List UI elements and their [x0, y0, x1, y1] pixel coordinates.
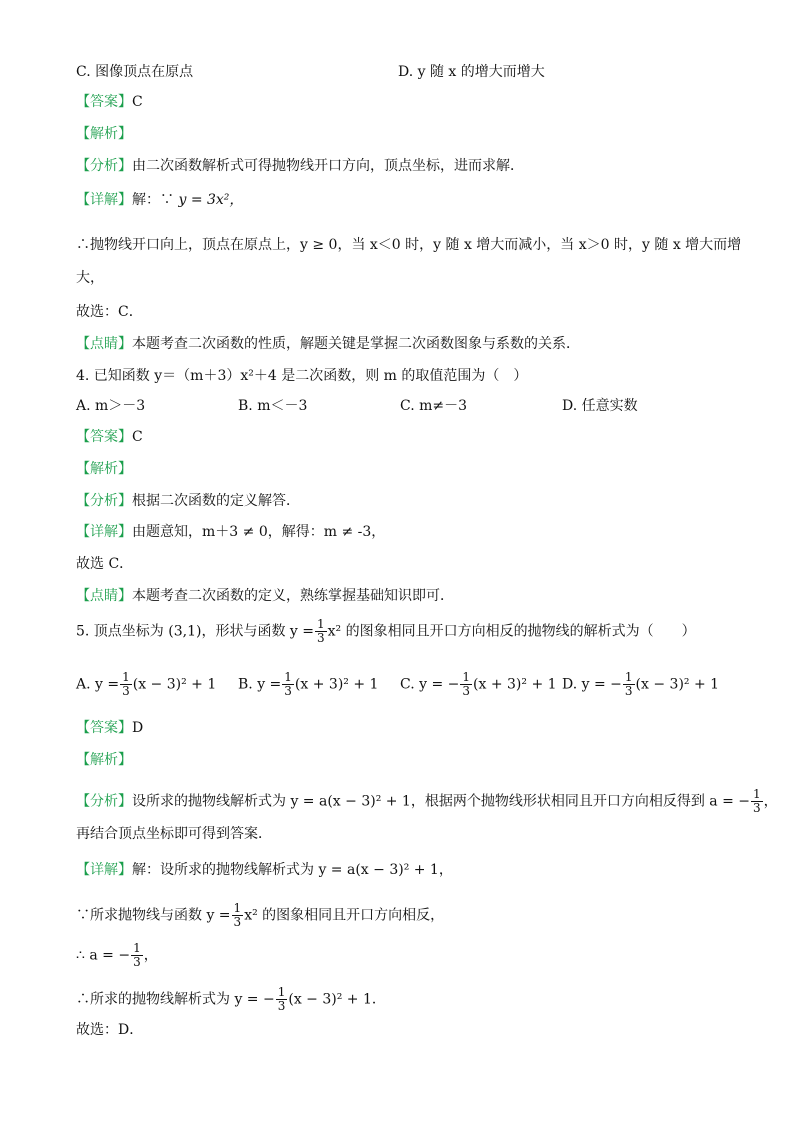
- q5-option-c: C. y = − $\frac{1}{3}$ (x + 3)² + 1: [400, 670, 557, 698]
- xiangjie-tag: 【详解】: [76, 862, 132, 878]
- fenxi-text: 根据二次函数的定义解答．: [132, 493, 300, 509]
- q5-answer: [76, 718, 143, 738]
- q5-option-d: D. y = − $\frac{1}{3}$ (x − 3)² + 1: [562, 670, 720, 698]
- q4-analysis-tag: 【解析】: [76, 461, 132, 477]
- q5-stem: [76, 618, 696, 645]
- q5-option-a: A. y = $\frac{1}{3}$ (x − 3)² + 1: [76, 670, 217, 698]
- q3-answer: [76, 92, 143, 112]
- stem-text-cont: x² 的图象相同且开口方向相反的抛物线的解析式为（ ）: [327, 623, 696, 640]
- dianjing-tag: 【点睛】: [76, 336, 132, 352]
- xiangjie-text: 由题意知，m＋3 ≠ 0，解得：m ≠ -3，: [132, 524, 386, 540]
- fenxi-tag: 【分析】: [76, 793, 132, 810]
- q4-stem: 4. 已知函数 y＝（m＋3）x²＋4 是二次函数，则 m 的取值范围为（ ）: [76, 368, 528, 384]
- q4-choose: 故选 C．: [76, 556, 134, 572]
- q4-option-a: A. m＞－3: [76, 398, 146, 414]
- answer-value: C: [132, 429, 143, 445]
- fraction: $\frac{1}{3}$: [624, 670, 633, 698]
- q4-dianjing: [76, 586, 454, 606]
- q5-fenxi-cont: 再结合顶点坐标即可得到答案．: [76, 826, 272, 842]
- xiangjie-text: 解：设所求的抛物线解析式为 y = a(x − 3)² + 1，: [132, 862, 453, 878]
- fenxi-tag: 【分析】: [76, 158, 132, 174]
- q5-analysis-tag: 【解析】: [76, 752, 132, 768]
- q4-option-d: D. 任意实数: [562, 398, 638, 414]
- q5-result: ∴所求的抛物线解析式为 y = − $\frac{1}{3}$ (x − 3)² + 1．: [76, 985, 386, 1013]
- q5-therefore-a: ∴ a = − $\frac{1}{3}$ ，: [76, 941, 158, 969]
- q5-choose: 故选：D．: [76, 1022, 144, 1038]
- fraction: $\frac{1}{3}$: [133, 941, 141, 969]
- q5-because: ∵所求抛物线与函数 y = $\frac{1}{3}$ x² 的图象相同且开口方向相反，: [76, 901, 445, 929]
- fraction: $\frac{1}{3}$: [122, 670, 130, 698]
- q3-fenxi: [76, 156, 524, 176]
- q3-choose: 故选：C．: [76, 304, 143, 320]
- q4-answer: [76, 427, 143, 447]
- fraction: $\frac{1}{3}$: [233, 901, 242, 929]
- fraction: $\frac{1}{3}$: [317, 617, 325, 645]
- q3-reason-line: ∴抛物线开口向上，顶点在原点上，y ≥ 0，当 x＜0 时，y 随 x 增大而减小，当 x＞0 时，y 随 x 增大而增: [76, 237, 742, 253]
- answer-value: D: [132, 720, 144, 736]
- q5-xiangjie: [76, 860, 453, 880]
- q3-xiangjie: [76, 190, 243, 210]
- fenxi-text: 由二次函数解析式可得抛物线开口方向，顶点坐标，进而求解．: [132, 158, 524, 174]
- q4-option-c: C. m≠－3: [400, 398, 468, 414]
- q4-fenxi: [76, 491, 300, 511]
- answer-tag: 【答案】: [76, 94, 132, 110]
- q3-option-d: D. y 随 x 的增大而增大: [398, 64, 545, 80]
- q3-reason-line-cont: 大，: [76, 270, 104, 286]
- q3-analysis-tag: 【解析】: [76, 126, 132, 142]
- xiangjie-text: 解：∵: [132, 192, 174, 208]
- q5-option-b: B. y = $\frac{1}{3}$ (x + 3)² + 1: [238, 670, 379, 698]
- fraction: $\frac{1}{3}$: [462, 670, 471, 698]
- fenxi-text: 设所求的抛物线解析式为 y = a(x − 3)² + 1，根据两个抛物线形状相同且开口方向相反得到 a = −: [132, 793, 751, 810]
- equation: y = 3x²，: [178, 192, 244, 208]
- q5-fenxi: 【分析】设所求的抛物线解析式为 y = a(x − 3)² + 1，根据两个抛物线形状相同且开口方向相反得到 a = − $\frac{1}{3}$ ，: [76, 787, 778, 815]
- dianjing-tag: 【点睛】: [76, 588, 132, 604]
- q4-option-b: B. m＜－3: [238, 398, 308, 414]
- q3-dianjing: [76, 334, 580, 354]
- answer-tag: 【答案】: [76, 429, 132, 445]
- q4-xiangjie: [76, 522, 385, 542]
- answer-tag: 【答案】: [76, 720, 132, 736]
- fenxi-tag: 【分析】: [76, 493, 132, 509]
- fraction: $\frac{1}{3}$: [284, 670, 292, 698]
- fraction: $\frac{1}{3}$: [277, 985, 286, 1013]
- stem-text: 5. 顶点坐标为 (3,1)，形状与函数 y =: [76, 623, 314, 640]
- answer-value: C: [132, 94, 143, 110]
- xiangjie-tag: 【详解】: [76, 524, 132, 540]
- q3-option-c: C. 图像顶点在原点: [76, 64, 194, 80]
- dianjing-text: 本题考查二次函数的性质，解题关键是掌握二次函数图象与系数的关系．: [132, 336, 580, 352]
- fraction: $\frac{1}{3}$: [753, 787, 761, 815]
- dianjing-text: 本题考查二次函数的定义，熟练掌握基础知识即可．: [132, 588, 454, 604]
- xiangjie-tag: 【详解】: [76, 192, 132, 208]
